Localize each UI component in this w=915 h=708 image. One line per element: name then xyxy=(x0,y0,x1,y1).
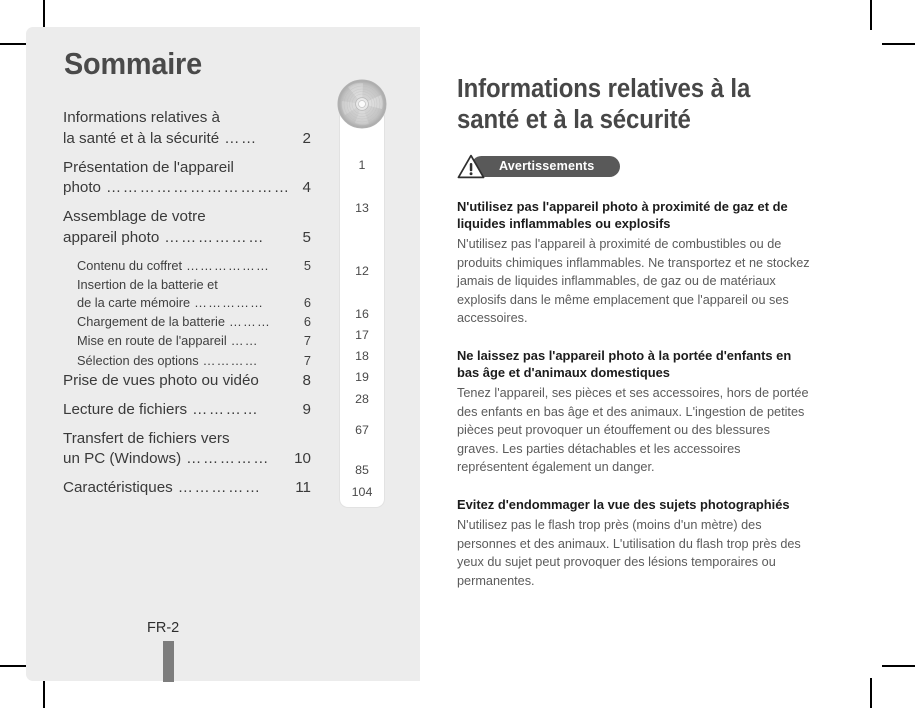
toc-entry[interactable] xyxy=(63,257,311,275)
toc-leader-dots: …… xyxy=(230,333,259,349)
toc-entry-row xyxy=(63,400,311,421)
warning-section-body: N'utilisez pas le flash trop près (moins d'un mètre) des personnes et des animaux. L'utilisation du flash trop près des yeux du sujet peut provoquer des lésions temporaires ou permanentes. xyxy=(457,517,801,588)
page-folio: FR-2 xyxy=(147,620,180,636)
crop-mark-top-left-vertical xyxy=(43,0,45,30)
toc-entry-row xyxy=(77,257,311,275)
strip-page-number: 19 xyxy=(355,370,369,384)
toc-page-number: 7 xyxy=(303,352,311,368)
warning-section-heading: N'utilisez pas l'appareil photo à proximité de gaz et de liquides inflammables ou explosifs xyxy=(457,199,788,231)
toc-page-number: 5 xyxy=(302,228,311,246)
toc-page-number: 6 xyxy=(303,314,311,330)
page-edge-tab xyxy=(163,641,174,682)
warning-section-body: Tenez l'appareil, ses pièces et ses accessoires, hors de portée des enfants en bas âge et des animaux. L'ingestion de petites pièces peut provoquer un étouffement ou des blessures graves. Les parties détachables et les accessoires représentent également un danger. xyxy=(457,385,809,475)
toc-entry-line: Transfert de fichiers vers xyxy=(63,429,230,447)
toc-entry-row xyxy=(63,371,311,392)
toc-entry-label: appareil photo xyxy=(63,228,160,246)
toc-leader-dots: …………… xyxy=(194,294,265,310)
strip-page-number: 85 xyxy=(355,463,369,477)
toc-entry-row xyxy=(77,332,311,350)
toc-entry-line: Insertion de la batterie et xyxy=(77,276,218,292)
toc-entry[interactable] xyxy=(63,371,311,392)
toc-leader-dots: ………… xyxy=(202,352,259,368)
crop-mark-top-right-vertical xyxy=(870,0,872,30)
toc-entry-row xyxy=(77,313,311,331)
toc-page-number: 10 xyxy=(294,450,311,468)
crop-mark-bottom-right-horizontal xyxy=(882,665,915,667)
toc-page-number: 8 xyxy=(302,371,311,389)
toc-leader-dots: …………… xyxy=(177,479,262,497)
toc-leader-dots: ……………… xyxy=(164,228,265,246)
content-column xyxy=(457,74,812,590)
warning-sections xyxy=(457,198,812,590)
toc-entry-line: Assemblage de votre xyxy=(63,208,206,225)
warning-section-heading: Evitez d'endommager la vue des sujets photographiés xyxy=(457,496,790,512)
toc-entry[interactable] xyxy=(63,207,311,248)
toc-leader-dots: …… xyxy=(224,129,258,147)
toc-leader-dots: …………… xyxy=(186,450,271,468)
crop-mark-bottom-left-vertical xyxy=(43,678,45,708)
toc-entry-row xyxy=(77,294,311,312)
warning-triangle-icon xyxy=(457,154,485,179)
toc-leader-dots: ……………… xyxy=(186,257,271,273)
warnings-badge xyxy=(457,154,620,179)
toc-entry-label: Mise en route de l'appareil xyxy=(77,333,227,349)
toc-entry-label: Contenu du coffret xyxy=(77,257,183,273)
toc-entry-row xyxy=(63,449,311,470)
toc-page-number: 5 xyxy=(303,257,311,273)
toc-page-number: 2 xyxy=(302,129,311,147)
strip-page-number: 28 xyxy=(355,392,369,406)
crop-mark-bottom-right-vertical xyxy=(870,678,872,708)
section-heading: Informations relatives à la santé et à la sécurité xyxy=(457,75,751,134)
strip-page-number: 17 xyxy=(355,328,369,342)
toc-page-number: 6 xyxy=(303,294,311,310)
toc-entry-label: Caractéristiques xyxy=(63,479,173,497)
toc-entry[interactable] xyxy=(63,158,311,199)
warning-section xyxy=(457,496,812,590)
toc-entry[interactable] xyxy=(63,478,311,499)
warnings-badge-label: Avertissements xyxy=(499,159,595,173)
strip-page-number: 1 xyxy=(358,158,366,172)
crop-mark-top-right-horizontal xyxy=(882,43,915,45)
warning-section-body: N'utilisez pas l'appareil à proximité de combustibles ou de produits chimiques inflammables. Ne transportez et ne stockez jamais de liquides inflammables, de gaz ou de matériaux explosifs dans le même emplacement que l'appareil ou ses accessoires. xyxy=(457,237,810,326)
toc-leader-dots: ……… xyxy=(228,314,271,330)
toc-entry-label: Lecture de fichiers xyxy=(63,400,188,418)
toc-entry-label: Prise de vues photo ou vidéo xyxy=(63,371,259,389)
strip-page-number: 18 xyxy=(355,349,369,363)
toc-page-number: 7 xyxy=(303,333,311,349)
toc-entry-row xyxy=(63,178,311,199)
toc-leader-dots: …………………………… xyxy=(106,179,291,196)
toc-entry[interactable] xyxy=(63,276,311,312)
strip-page-number: 13 xyxy=(355,201,369,215)
toc-entry[interactable] xyxy=(63,429,311,470)
strip-page-number: 104 xyxy=(351,485,373,499)
toc-page-number: 11 xyxy=(295,479,311,497)
toc-entry[interactable] xyxy=(63,313,311,331)
toc-entry-row xyxy=(63,478,311,499)
strip-page-number: 12 xyxy=(355,264,369,278)
table-of-contents-list xyxy=(63,108,311,507)
toc-entry[interactable] xyxy=(63,400,311,421)
toc-entry-row xyxy=(77,352,311,370)
toc-entry-label: de la carte mémoire xyxy=(77,294,191,310)
cd-disc-icon xyxy=(337,79,387,129)
toc-entry-label: la santé et à la sécurité xyxy=(63,129,220,147)
toc-entry[interactable] xyxy=(63,352,311,370)
toc-entry-row xyxy=(63,228,311,249)
toc-entry-label: Chargement de la batterie xyxy=(77,314,225,330)
toc-entry-row xyxy=(63,129,311,150)
warning-section-heading: Ne laissez pas l'appareil photo à la portée d'enfants en bas âge et d'animaux domestiques xyxy=(457,347,792,380)
toc-entry-line: Informations relatives à xyxy=(63,109,221,126)
toc-leader-dots: ………… xyxy=(192,400,260,418)
strip-page-number: 67 xyxy=(355,423,369,437)
toc-entry-label: un PC (Windows) xyxy=(63,450,182,468)
toc-entry-label: photo xyxy=(63,179,102,196)
page-number-strip xyxy=(340,96,384,507)
warning-section xyxy=(457,347,812,477)
warning-section xyxy=(457,198,812,328)
toc-page-number: 4 xyxy=(302,179,311,196)
toc-page-number: 9 xyxy=(302,400,311,418)
toc-entry[interactable] xyxy=(63,108,311,149)
toc-entry[interactable] xyxy=(63,332,311,350)
toc-entry-label: Sélection des options xyxy=(77,352,199,368)
strip-page-number: 16 xyxy=(355,307,369,321)
toc-entry-line: Présentation de l'appareil xyxy=(63,158,234,176)
page-title: Sommaire xyxy=(64,46,202,81)
